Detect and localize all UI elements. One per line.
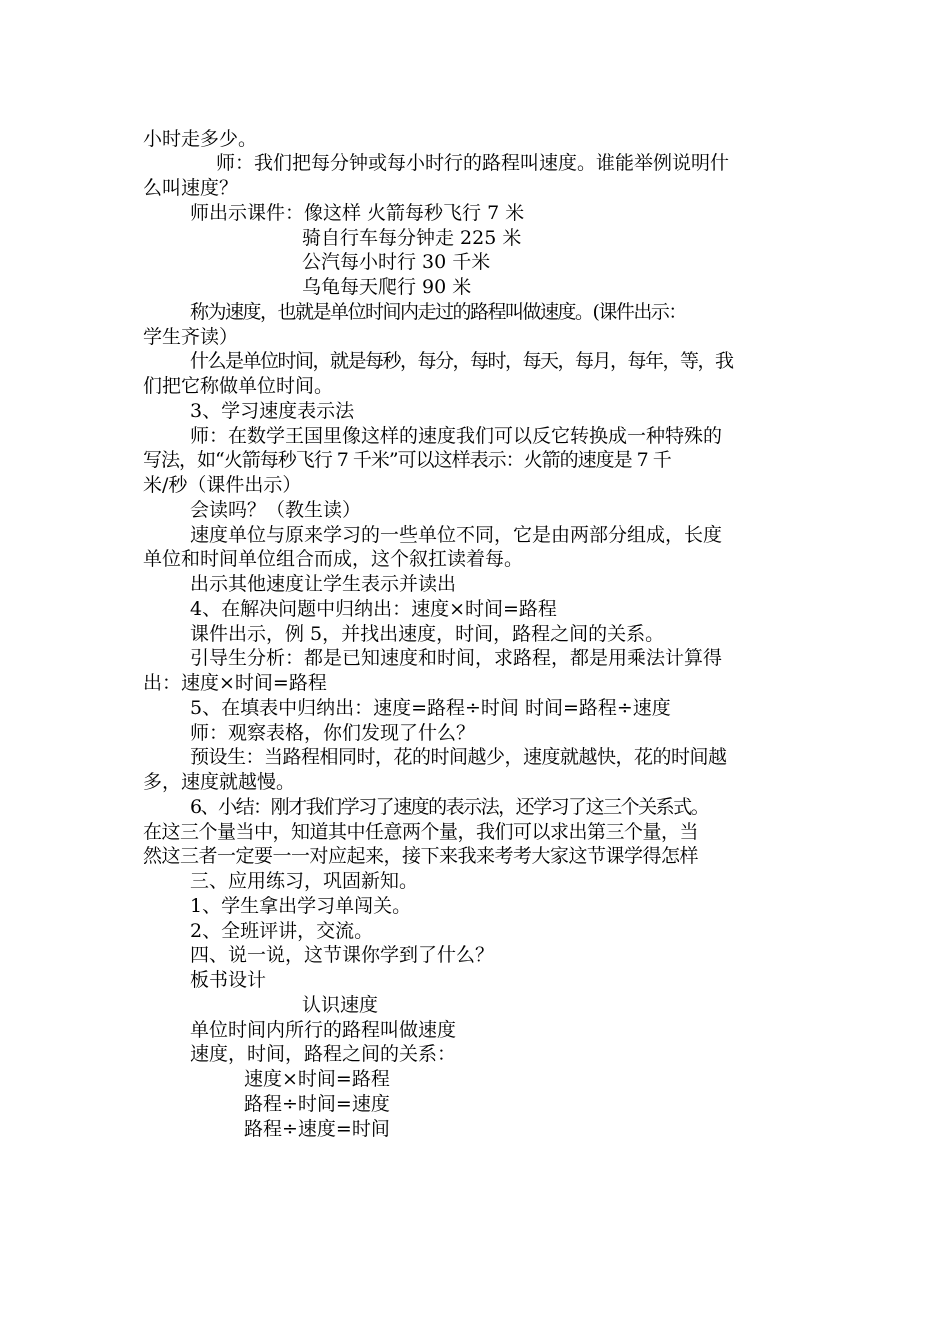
text-line: 会读吗？（教生读） <box>190 499 362 521</box>
text-line: 骑自行车每分钟走 225 米 <box>302 227 522 249</box>
text-line: 引导生分析：都是已知速度和时间，求路程，都是用乘法计算得 <box>190 647 723 669</box>
section-heading: 三、应用练习，巩固新知。 <box>190 870 419 892</box>
formula-line: 路程÷时间=速度 <box>244 1093 390 1115</box>
text-line: 乌龟每天爬行 90 米 <box>302 276 472 298</box>
section-heading: 6、小结：刚才我们学习了速度的表示法，还学习了这三个关系式。 <box>190 796 709 818</box>
text-line: 出：速度×时间=路程 <box>143 672 327 694</box>
board-title: 认识速度 <box>302 994 379 1016</box>
text-line: 出示其他速度让学生表示并读出 <box>190 573 457 595</box>
text-line: 师出示课件：像这样 火箭每秒飞行 7 米 <box>190 202 525 224</box>
text-line: 多，速度就越慢。 <box>143 771 296 793</box>
text-line: 在这三个量当中，知道其中任意两个量，我们可以求出第三个量，当 <box>143 821 699 843</box>
text-line: 师：观察表格，你们发现了什么？ <box>190 722 476 744</box>
section-heading: 板书设计 <box>190 969 267 991</box>
text-line: 么叫速度？ <box>143 177 239 199</box>
text-line: 师：在数学王国里像这样的速度我们可以反它转换成一种特殊的 <box>190 425 723 447</box>
text-line: 然这三者一定要一一对应起来，接下来我来考考大家这节课学得怎样 <box>143 845 699 867</box>
section-heading: 4、在解决问题中归纳出：速度×时间=路程 <box>190 598 557 620</box>
text-line: 1、学生拿出学习单闯关。 <box>190 895 412 917</box>
text-line: 师：我们把每分钟或每小时行的路程叫速度。谁能举例说明什 <box>216 152 730 174</box>
section-heading: 四、说一说，这节课你学到了什么？ <box>190 944 495 966</box>
section-heading: 3、学习速度表示法 <box>190 400 355 422</box>
section-heading: 5、在填表中归纳出：速度=路程÷时间 时间=路程÷速度 <box>190 697 671 719</box>
text-line: 速度，时间，路程之间的关系： <box>190 1043 457 1065</box>
text-line: 什么是单位时间，就是每秒，每分，每时，每天，每月，每年，等，我 <box>190 350 733 372</box>
text-line: 学生齐读） <box>143 326 239 348</box>
text-line: 2、全班评讲，交流。 <box>190 920 374 942</box>
text-line: 写法，如“火箭每秒飞行 7 千米”可以这样表示：火箭的速度是 7 千 <box>143 449 671 471</box>
formula-line: 路程÷速度=时间 <box>244 1118 390 1140</box>
text-line: 们把它称做单位时间。 <box>143 375 334 397</box>
text-line: 课件出示，例 5，并找出速度，时间，路程之间的关系。 <box>190 623 665 645</box>
text-line: 速度单位与原来学习的一些单位不同，它是由两部分组成，长度 <box>190 524 723 546</box>
text-line: 称为速度，也就是单位时间内走过的路程叫做速度。(课件出示： <box>190 301 686 323</box>
formula-line: 速度×时间=路程 <box>244 1068 390 1090</box>
text-line: 小时走多少。 <box>143 128 258 150</box>
text-line: 单位和时间单位组合而成，这个叙扛读着每。 <box>143 548 524 570</box>
text-line: 公汽每小时行 30 千米 <box>302 251 491 273</box>
text-line: 单位时间内所行的路程叫做速度 <box>190 1019 457 1041</box>
text-line: 米/秒（课件出示） <box>143 474 302 496</box>
text-line: 预设生：当路程相同时，花的时间越少，速度就越快，花的时间越 <box>190 746 727 768</box>
